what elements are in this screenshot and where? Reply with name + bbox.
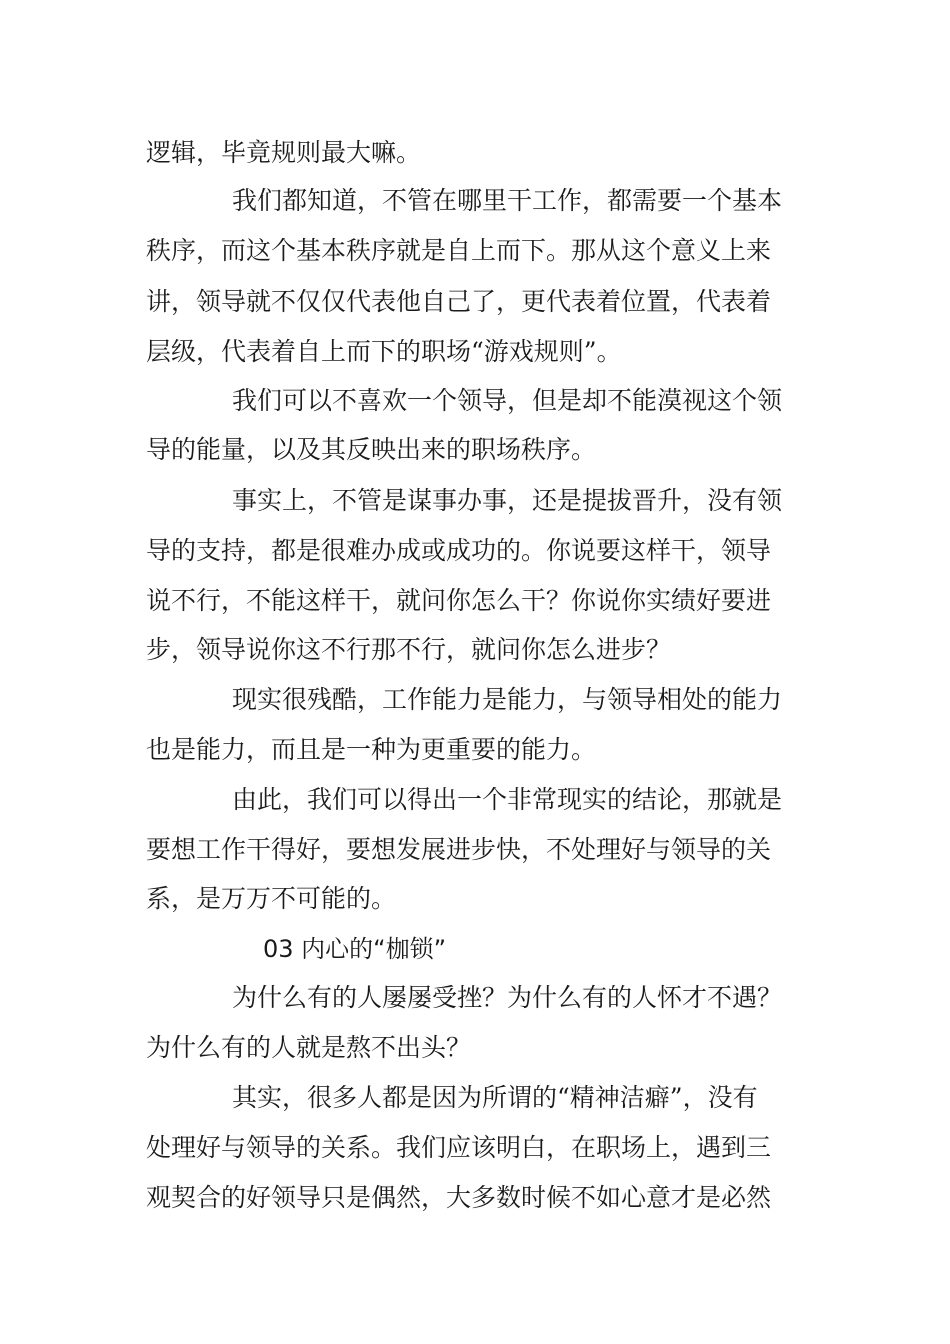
section-heading: 03 内心的“枷锁” (263, 935, 447, 963)
paragraph-line: 事实上，不管是谋事办事，还是提拔晋升，没有领 (232, 486, 783, 515)
paragraph-line: 由此，我们可以得出一个非常现实的结论，那就是 (232, 785, 783, 814)
paragraph-line: 也是能力，而且是一种为更重要的能力。 (146, 735, 597, 764)
paragraph-line: 我们可以不喜欢一个领导，但是却不能漠视这个领 (232, 386, 783, 415)
paragraph-line: 说不行，不能这样干，就问你怎么干？你说你实绩好要进 (146, 586, 772, 615)
paragraph-line: 导的能量，以及其反映出来的职场秩序。 (146, 435, 597, 464)
paragraph-line: 导的支持，都是很难办成或成功的。你说要这样干，领导 (146, 536, 772, 565)
paragraph-line: 逻辑，毕竟规则最大嘛。 (146, 138, 422, 167)
paragraph-line: 观契合的好领导只是偶然，大多数时候不如心意才是必然 (146, 1183, 772, 1212)
paragraph-line: 其实，很多人都是因为所谓的“精神洁癖”，没有 (232, 1083, 758, 1112)
paragraph-line: 我们都知道，不管在哪里干工作，都需要一个基本 (232, 186, 783, 215)
paragraph-line: 系，是万万不可能的。 (146, 884, 397, 913)
paragraph-line: 为什么有的人就是熬不出头？ (146, 1033, 472, 1062)
paragraph-line: 处理好与领导的关系。我们应该明白，在职场上，遇到三 (146, 1133, 772, 1162)
paragraph-line: 要想工作干得好，要想发展进步快，不处理好与领导的关 (146, 835, 772, 864)
paragraph-line: 层级，代表着自上而下的职场“游戏规则”。 (146, 337, 622, 366)
paragraph-line: 现实很残酷，工作能力是能力，与领导相处的能力 (232, 685, 783, 714)
paragraph-line: 为什么有的人屡屡受挫？为什么有的人怀才不遇？ (232, 983, 783, 1012)
paragraph-line: 讲，领导就不仅仅代表他自己了，更代表着位置，代表着 (146, 287, 772, 316)
paragraph-line: 秩序，而这个基本秩序就是自上而下。那从这个意义上来 (146, 236, 772, 265)
paragraph-line: 步，领导说你这不行那不行，就问你怎么进步？ (146, 635, 672, 664)
